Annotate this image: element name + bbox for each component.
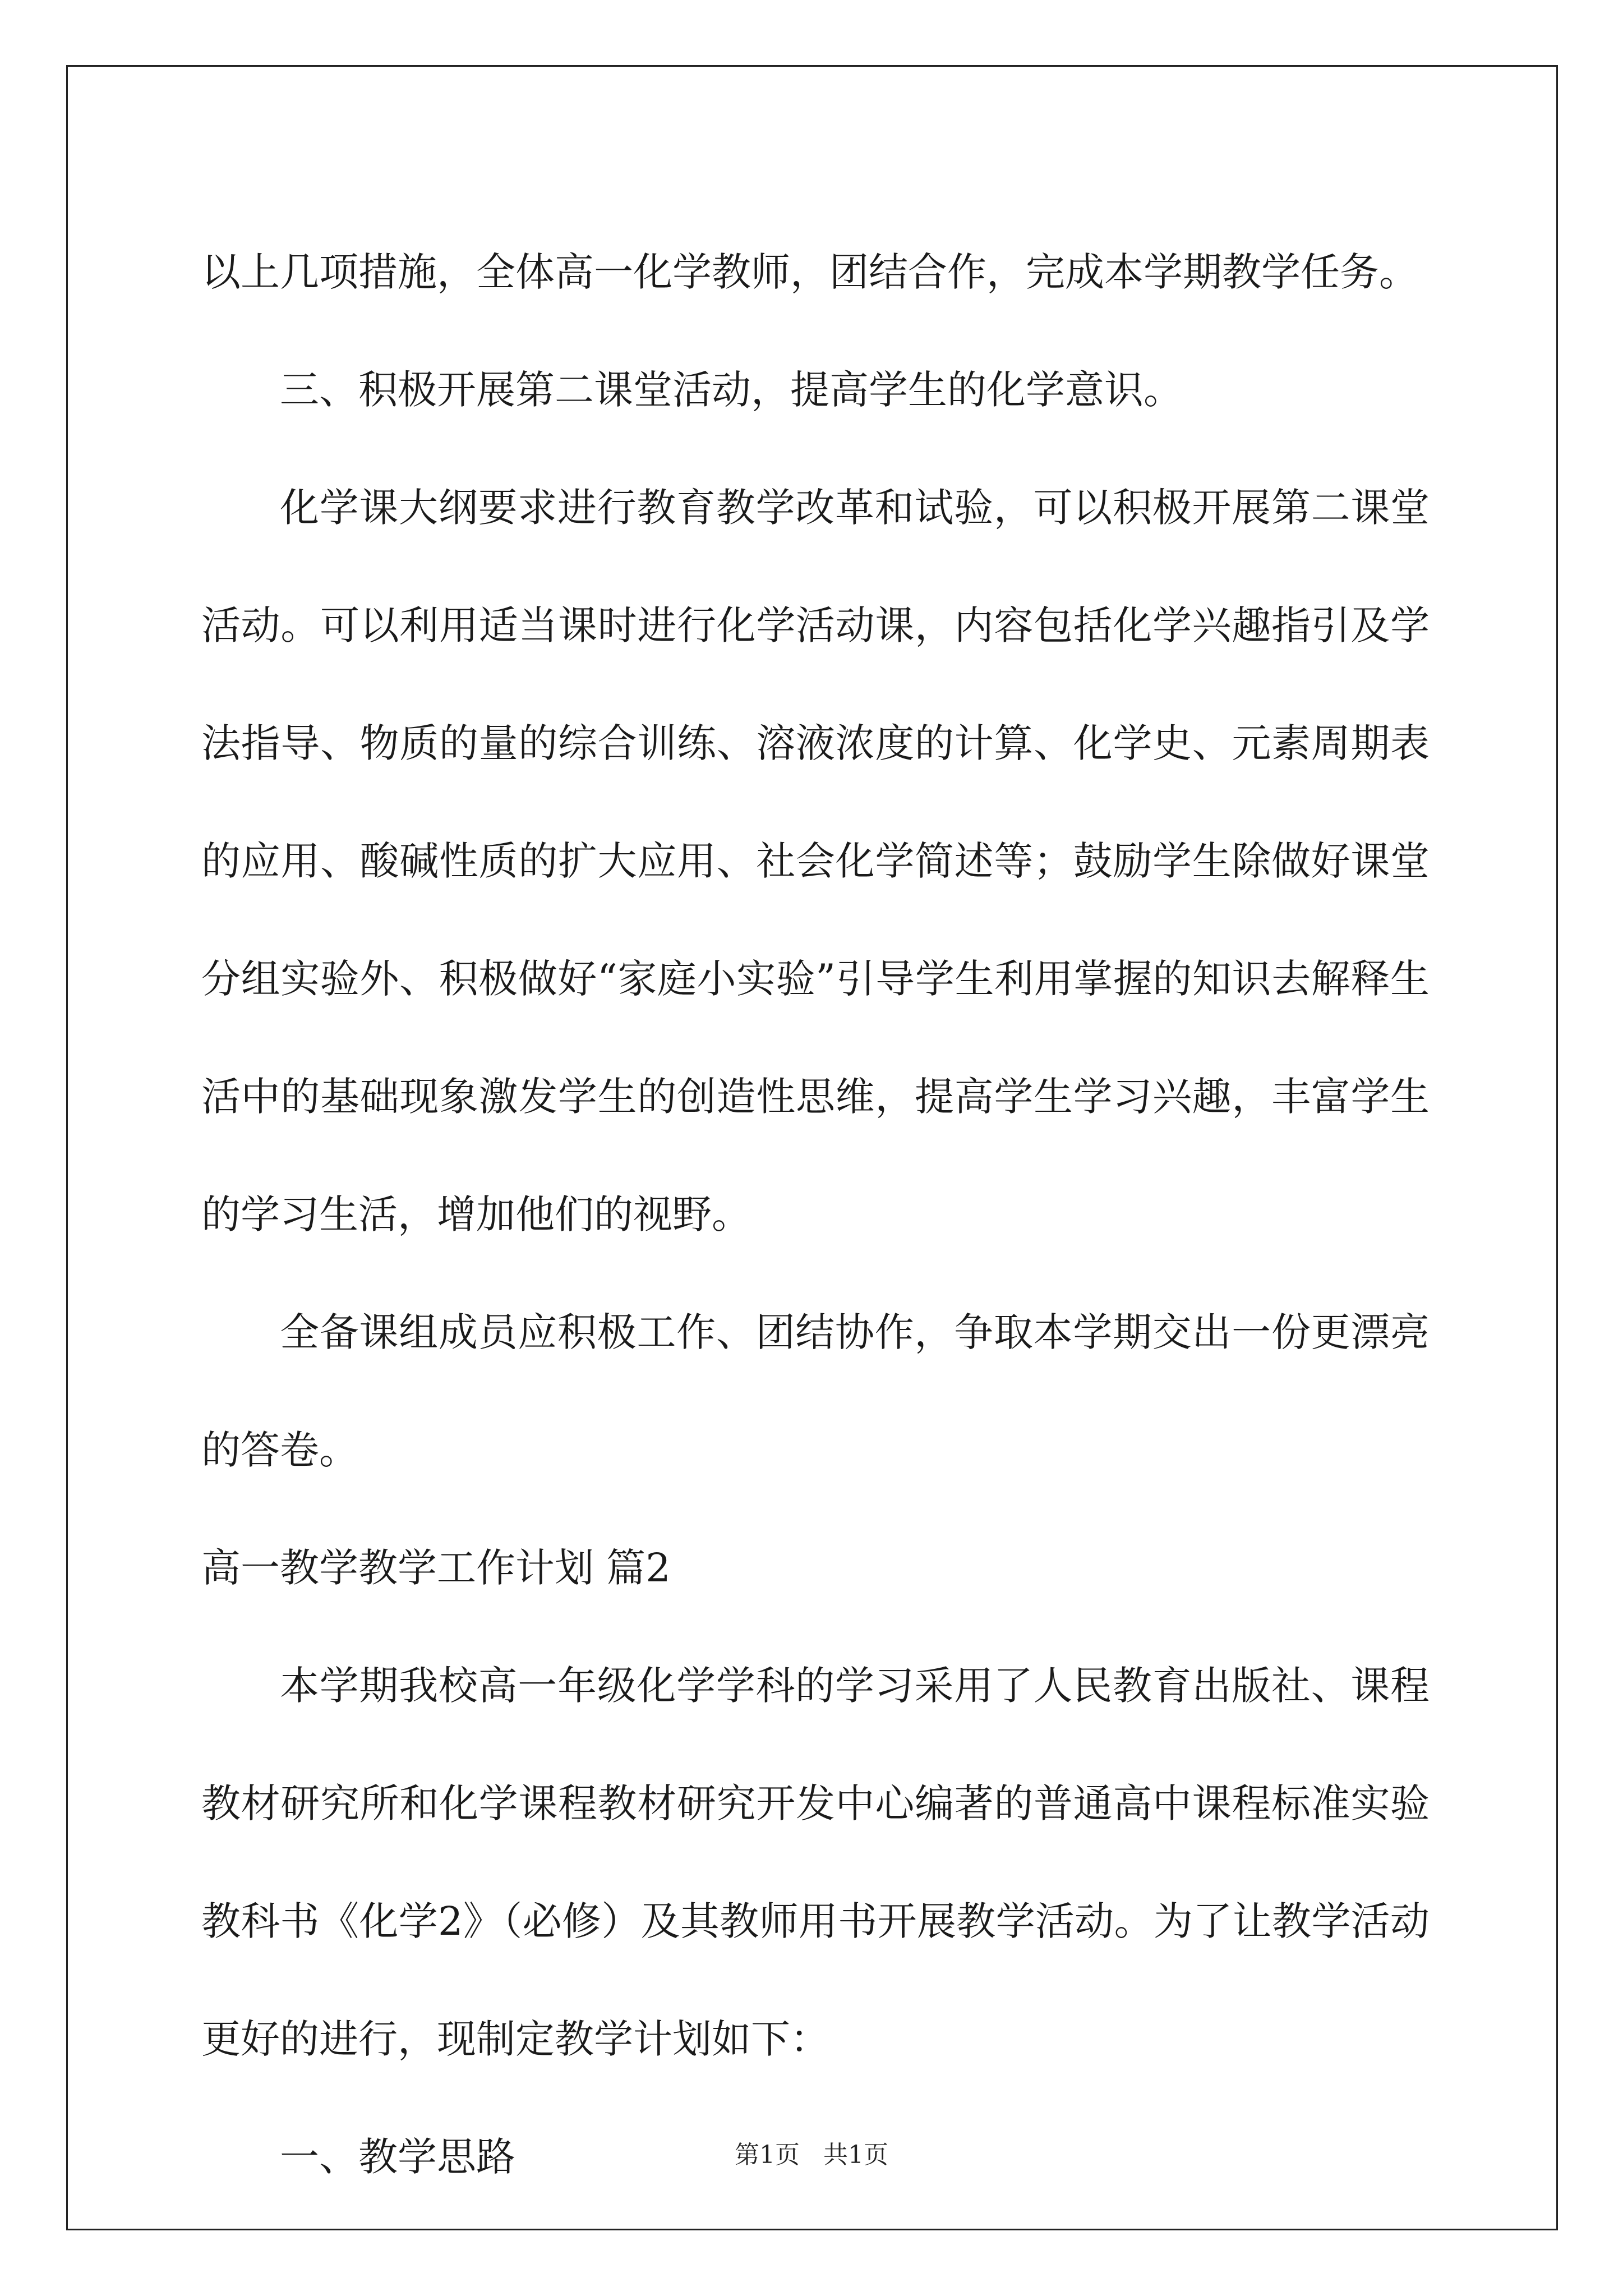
section-heading-teaching-ideas: 一、教学思路 <box>280 2134 515 2180</box>
paragraph-second-classroom: 化学课大纲要求进行教育教学改革和试验，可以积极开展第二课堂活动。可以利用适当课时进行化学活动课，内容包括化学兴趣指引及学法指导、物质的量的综合训练、溶液浓度的计算、化学史、元素周期表的应用、酸碱性质的扩大应用、社会化学简述等；鼓励学生除做好课堂分组实验外、积极做好“家庭小实验”引导学生利用掌握的知识去解释生活中的基础现象激发学生的创造性思维，提高学生学习兴趣，丰富学生的学习生活，增加他们的视野。 <box>201 485 1430 1237</box>
paragraph-textbook-intro: 本学期我校高一年级化学学科的学习采用了人民教育出版社、课程教材研究所和化学课程教材研究开发中心编著的普通高中课程标准实验教科书《化学2》（必修）及其教师用书开展教学活动。为了让教学活动更好的进行，现制定教学计划如下： <box>201 1663 1430 2062</box>
page-footer: 第1页 共1页 <box>735 2141 888 2169</box>
document-body <box>201 213 1430 2216</box>
section-heading-second-classroom: 三、积极开展第二课堂活动，提高学生的化学意识。 <box>280 367 1183 413</box>
paragraph-team-goal: 全备课组成员应积极工作、团结协作，争取本学期交出一份更漂亮的答卷。 <box>201 1309 1430 1473</box>
paragraph-closing-measures: 以上几项措施，全体高一化学教师，团结合作，完成本学期教学任务。 <box>201 249 1418 295</box>
article-title-part-2: 高一教学教学工作计划 篇2 <box>201 1545 671 1591</box>
